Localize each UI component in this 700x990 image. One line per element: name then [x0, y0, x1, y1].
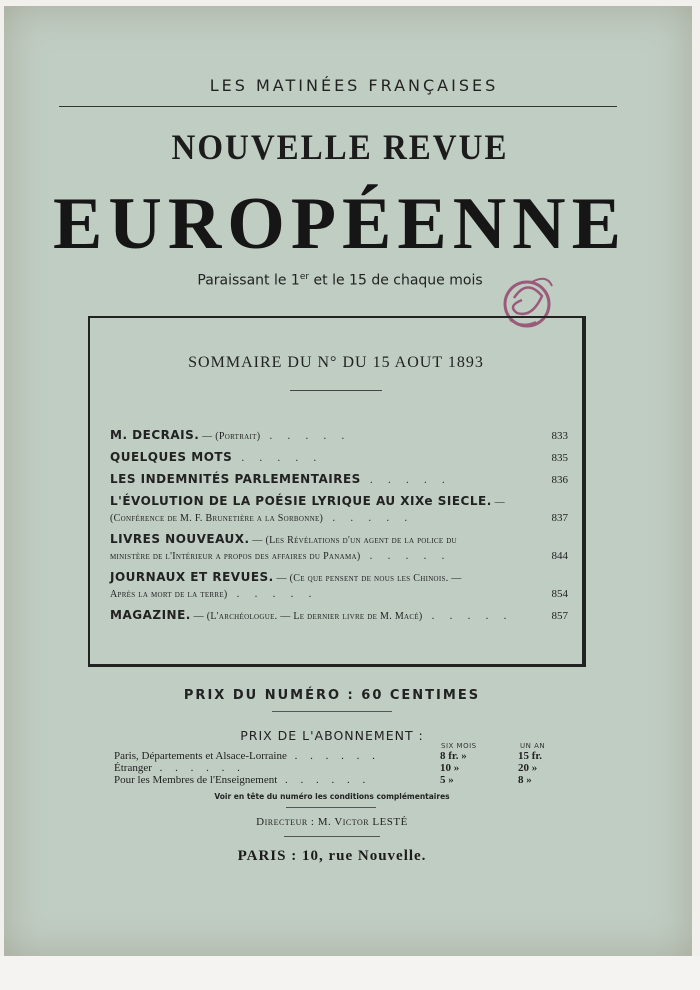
title-line2: EUROPÉENNE: [53, 183, 627, 265]
toc-title: JOURNAUX ET REVUES.: [110, 570, 274, 584]
toc-title: L'ÉVOLUTION DE LA POÉSIE LYRIQUE AU XIXe SIECLE.: [110, 494, 492, 508]
toc-subtitle: — (Ce que pensent de nous les Chinois. —: [273, 573, 462, 584]
torn-edge: [0, 956, 700, 990]
frequency-pre: Paraissant le 1: [197, 272, 300, 289]
rate-label: Pour les Membres de l'Enseignement: [114, 774, 278, 786]
toc-page: 844: [551, 550, 568, 562]
masthead-rule: [59, 106, 617, 107]
toc-page: 857: [551, 610, 568, 622]
rate-un-an: 8 »: [518, 774, 532, 786]
toc-page: 836: [551, 474, 568, 486]
toc-page: 835: [551, 452, 568, 464]
toc-title: LES INDEMNITÉS PARLEMENTAIRES: [110, 472, 361, 486]
toc-leader: . . . . .: [360, 548, 451, 562]
col-six-mois: SIX MOIS: [441, 742, 477, 750]
toc-subtitle-line2: ministère de l'Intérieur a propos des affaires du Panama): [110, 551, 361, 562]
rate-leader: . . . . . .: [151, 762, 245, 774]
address: PARIS : 10, rue Nouvelle.: [237, 848, 427, 864]
rate-un-an: 20 »: [518, 762, 538, 774]
issue-price: PRIX DU NUMÉRO : 60 CENTIMES: [183, 688, 481, 703]
rate-row: [114, 762, 554, 774]
director-rule: [284, 836, 380, 837]
series-title: LES MATINÉES FRANÇAISES: [209, 76, 499, 95]
director: Directeur : M. Victor LESTÉ: [256, 816, 408, 828]
rate-row: [114, 750, 554, 762]
toc-entry: [110, 494, 568, 526]
rate-un-an: 15 fr.: [518, 750, 543, 762]
toc-entry: [110, 450, 568, 466]
toc-leader: . . . . .: [422, 608, 513, 622]
toc-leader: . . . . .: [227, 586, 318, 600]
col-un-an: UN AN: [520, 742, 546, 750]
toc-entry: [110, 428, 568, 444]
toc-leader: . . . . .: [360, 472, 451, 486]
toc-subtitle-line2: (Conférence de M. F. Brunetière a la Sorbonne): [110, 513, 324, 524]
rate-row: [114, 774, 554, 786]
price-rule: [272, 711, 392, 712]
rate-label: Paris, Départements et Alsace-Lorraine: [114, 750, 287, 762]
rate-six-mois: 8 fr. »: [440, 750, 467, 762]
rate-leader: . . . . . .: [277, 774, 371, 786]
toc-entry: [110, 570, 568, 602]
toc-title: LIVRES NOUVEAUX.: [110, 532, 250, 546]
toc-entry: [110, 608, 568, 624]
title-line1: NOUVELLE REVUE: [171, 128, 509, 168]
sommaire-rule: [290, 390, 382, 391]
toc-subtitle: — (Les Révélations d'un agent de la police du: [249, 535, 457, 546]
rate-six-mois: 5 »: [440, 774, 454, 786]
toc-leader: . . . . .: [232, 450, 323, 464]
toc-leader: . . . . .: [323, 510, 414, 524]
toc-entry: [110, 532, 568, 564]
rate-six-mois: 10 »: [440, 762, 460, 774]
toc-subtitle: — (L'archéologue. — Le dernier livre de M. Macé): [190, 611, 423, 622]
rate-label: Étranger: [114, 762, 152, 774]
note-rule: [286, 807, 376, 808]
toc-entry: [110, 472, 568, 488]
toc-page: 837: [551, 512, 568, 524]
toc-subtitle: — (Portrait): [199, 431, 261, 442]
contents-box: [88, 316, 586, 667]
toc-title: M. DECRAIS.: [110, 428, 200, 442]
sommaire-heading: SOMMAIRE DU N° DU 15 AOUT 1893: [188, 354, 484, 371]
conditions-note: Voir en tête du numéro les conditions complémentaires: [214, 792, 450, 801]
frequency-sup: er: [299, 272, 310, 282]
toc-page: 833: [551, 430, 568, 442]
cover-page: [4, 6, 692, 966]
toc-subtitle: —: [491, 497, 505, 508]
table-of-contents: [110, 428, 568, 630]
toc-title: MAGAZINE.: [110, 608, 191, 622]
toc-leader: . . . . .: [260, 428, 351, 442]
frequency-post: et le 15 de chaque mois: [309, 272, 483, 289]
toc-subtitle-line2: Après la mort de la terre): [110, 589, 228, 600]
subscription-heading: PRIX DE L'ABONNEMENT :: [240, 728, 424, 743]
frequency: [4, 272, 676, 289]
rate-leader: . . . . . .: [286, 750, 380, 762]
toc-page: 854: [551, 588, 568, 600]
toc-title: QUELQUES MOTS: [110, 450, 233, 464]
